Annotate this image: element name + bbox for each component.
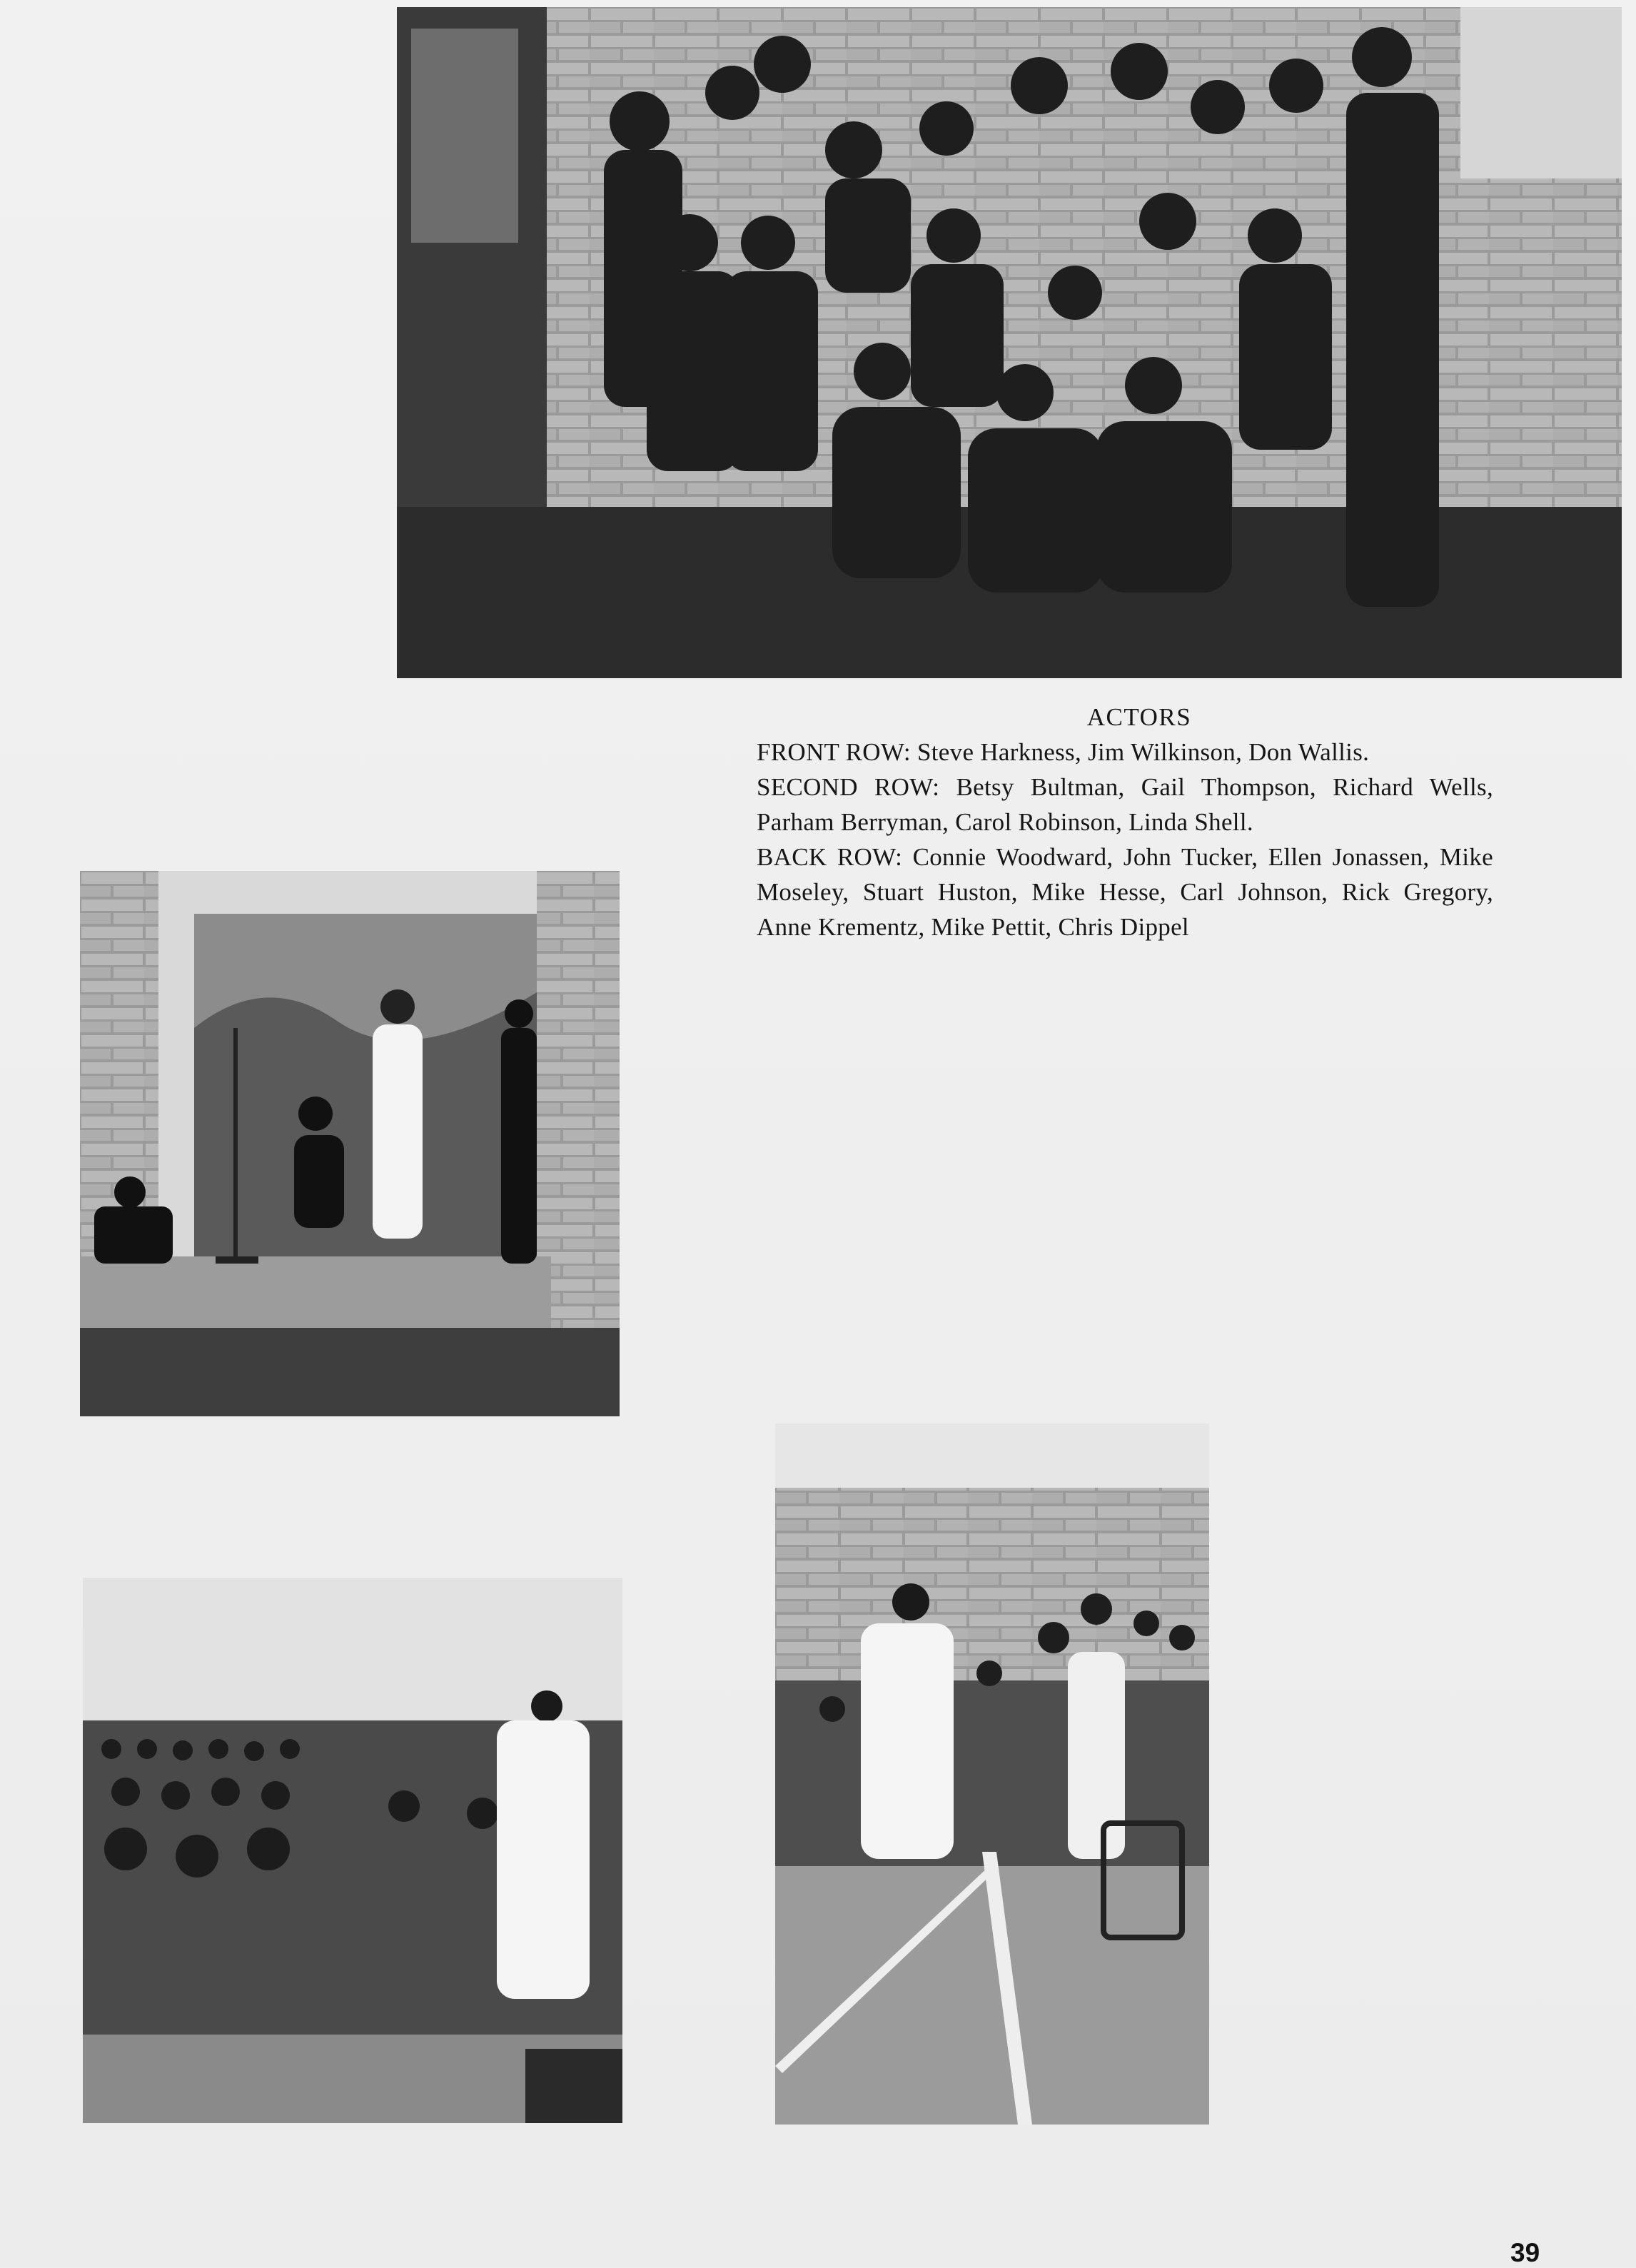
- caption-second-row: [757, 770, 1493, 840]
- caption-back-row: [757, 840, 1493, 944]
- actors-caption: [757, 700, 1493, 944]
- row-label: FRONT ROW:: [757, 738, 911, 766]
- actors-group-photo: [397, 7, 1622, 678]
- ceremony-photo: [775, 1423, 1209, 2125]
- row-label: SECOND ROW:: [757, 773, 940, 801]
- row-names: Betsy Bultman, Gail Thompson, Richard Wells, Parham Berryman, Carol Robinson, Linda Shell.: [757, 773, 1493, 836]
- page-number: 39: [1510, 2238, 1540, 2267]
- stage-scene-photo: [80, 871, 620, 1416]
- caption-front-row: [757, 735, 1493, 770]
- row-names: Connie Woodward, John Tucker, Ellen Jonassen, Mike Moseley, Stuart Huston, Mike Hesse, Carl Johnson, Rick Gregory, Anne Krementz, Mike Pettit, Chris Dippel: [757, 843, 1493, 941]
- row-names: Steve Harkness, Jim Wilkinson, Don Wallis.: [917, 738, 1370, 766]
- caption-title: ACTORS: [1086, 703, 1192, 731]
- audience-photo: [83, 1578, 622, 2123]
- row-label: BACK ROW:: [757, 843, 903, 871]
